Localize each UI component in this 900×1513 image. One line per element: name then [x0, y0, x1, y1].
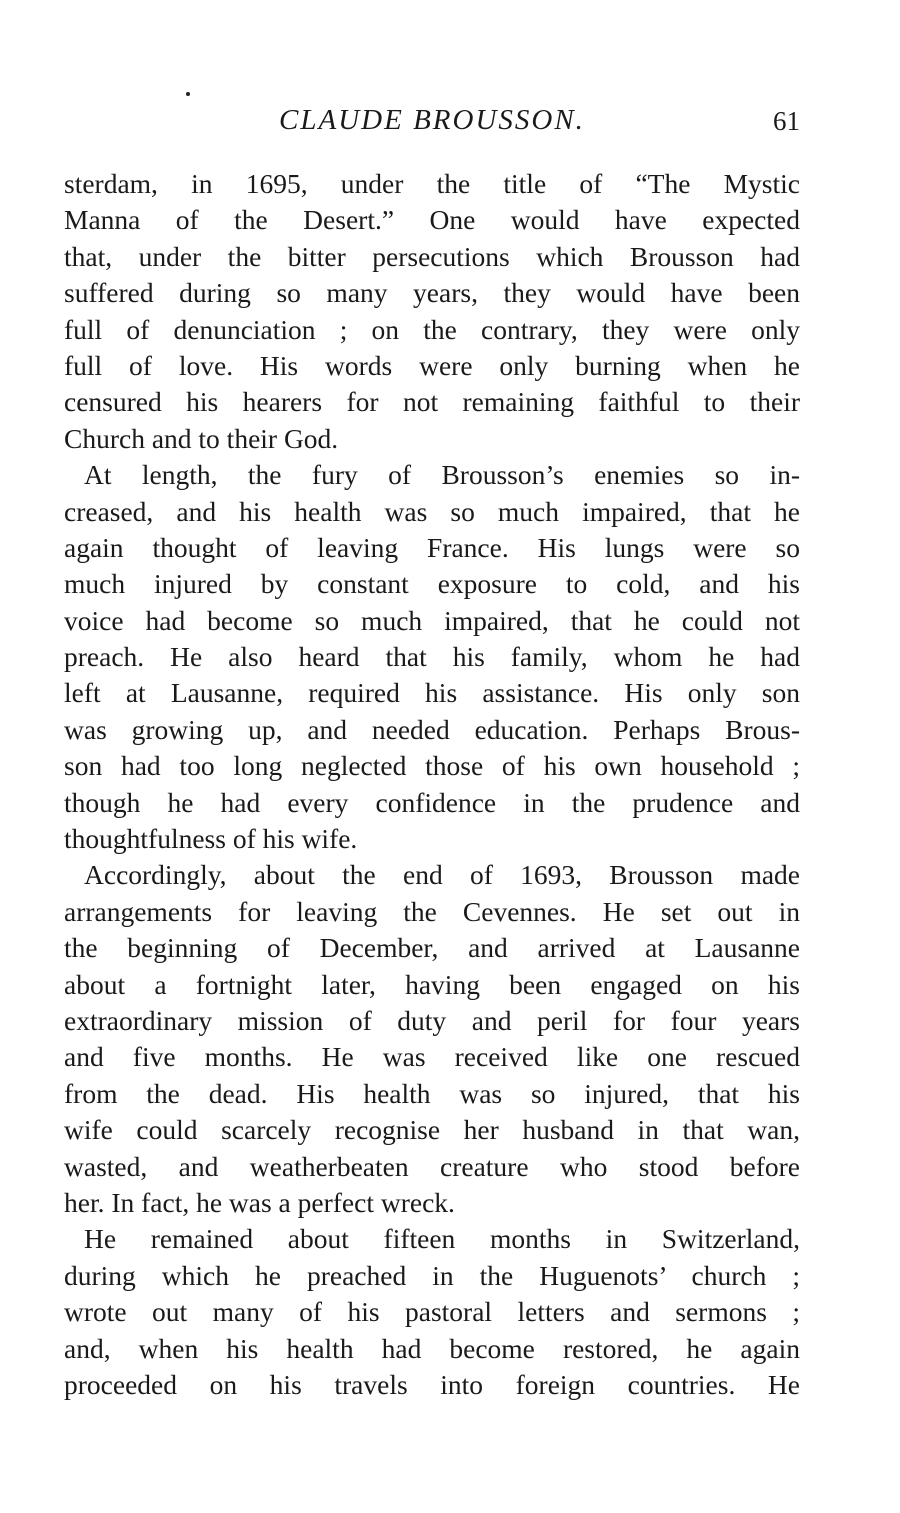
text-line: Church and to their God. [64, 422, 339, 454]
text-line: from the dead. His health was so injured, that his [64, 1077, 800, 1109]
page-number: 61 [773, 106, 800, 136]
text-line: her. In fact, he was a perfect wreck. [64, 1186, 455, 1218]
text-line: Accordingly, about the end of 1693, Brousson made [84, 859, 800, 891]
text-line: proceeded on his travels into foreign countries. He [64, 1368, 800, 1400]
text-line: wasted, and weatherbeaten creature who stood before [64, 1150, 800, 1182]
text-line: though he had every confidence in the prudence and [64, 786, 800, 818]
text-line: and five months. He was received like one rescued [64, 1041, 800, 1073]
text-line: extraordinary mission of duty and peril for four years [64, 1004, 800, 1036]
running-title: CLAUDE BROUSSON. [279, 104, 585, 136]
text-line: that, under the bitter persecutions which Brousson had [64, 240, 800, 272]
text-line: the beginning of December, and arrived at Lausanne [64, 932, 800, 964]
text-line: much injured by constant exposure to cold, and his [64, 568, 800, 600]
text-line: wife could scarcely recognise her husband in that wan, [64, 1114, 800, 1146]
text-line: again thought of leaving France. His lungs were so [64, 531, 800, 563]
text-line: full of denunciation ; on the contrary, they were only [64, 313, 800, 345]
text-line: preach. He also heard that his family, whom he had [64, 641, 800, 673]
text-line: and, when his health had become restored, he again [64, 1332, 800, 1364]
text-line: suffered during so many years, they would have been [64, 277, 800, 309]
text-line: sterdam, in 1695, under the title of “The Mystic [64, 168, 800, 199]
text-line: during which he preached in the Huguenots’ church ; [64, 1259, 800, 1291]
text-line: left at Lausanne, required his assistance. His only son [64, 677, 800, 709]
text-line: son had too long neglected those of his own household ; [64, 750, 800, 782]
text-line: censured his hearers for not remaining faithful to their [64, 386, 800, 418]
text-line: full of love. His words were only burning when he [64, 349, 800, 381]
text-line: thoughtfulness of his wife. [64, 823, 358, 855]
body-text [64, 166, 800, 1403]
text-line: Manna of the Desert.” One would have expected [64, 204, 800, 236]
text-line: arrangements for leaving the Cevennes. He set out in [64, 895, 800, 927]
print-speck [186, 92, 190, 96]
page-header [64, 104, 800, 144]
text-line: He remained about fifteen months in Switzerland, [84, 1223, 800, 1255]
text-line: about a fortnight later, having been engaged on his [64, 968, 800, 1000]
text-line: voice had become so much impaired, that he could not [64, 604, 800, 636]
text-line: creased, and his health was so much impaired, that he [64, 495, 800, 527]
text-line: wrote out many of his pastoral letters and sermons ; [64, 1296, 800, 1328]
text-line: was growing up, and needed education. Perhaps Brous- [64, 713, 800, 745]
text-line: At length, the fury of Brousson’s enemies so in- [84, 459, 800, 491]
